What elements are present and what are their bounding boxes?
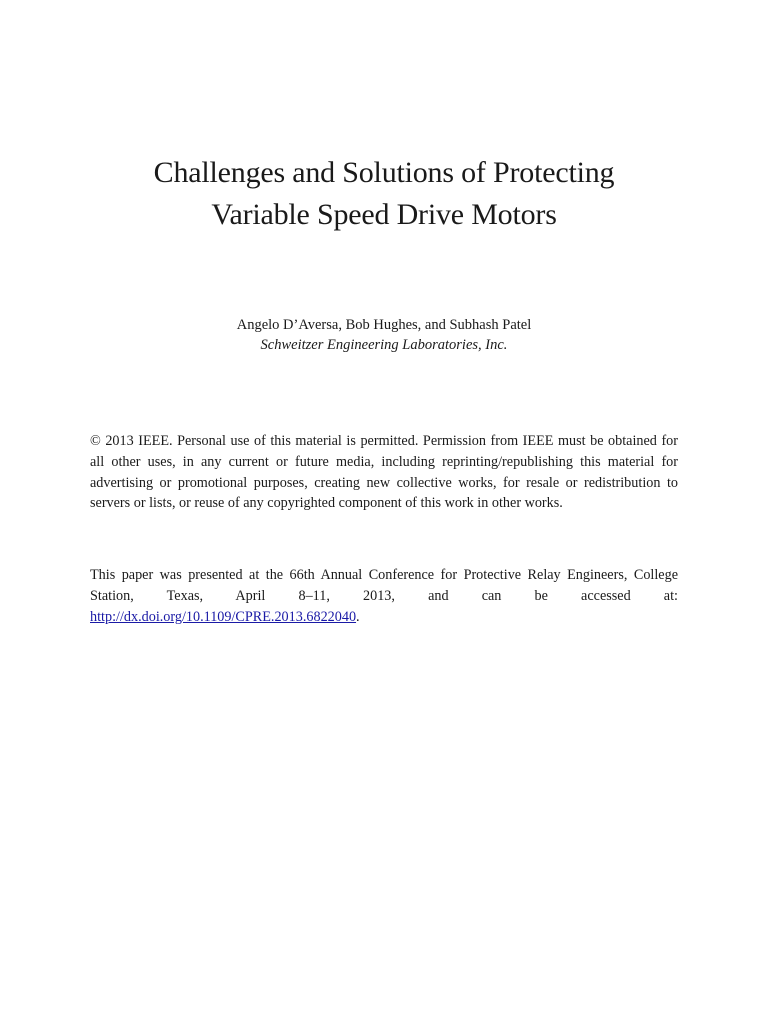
author-affiliation: Schweitzer Engineering Laboratories, Inc. <box>260 337 508 353</box>
author-list: Angelo D’Aversa, Bob Hughes, and Subhash Patel <box>236 317 532 333</box>
presentation-notice-text: This paper was presented at the 66th Annual Conference for Protective Relay Engineers, College Station, Texas, April 8–11, 2013, and can be accessed at: <box>90 567 678 604</box>
paper-title-line-2: Variable Speed Drive Motors <box>211 198 557 231</box>
paper-title-line-1: Challenges and Solutions of Protecting <box>153 156 615 189</box>
presentation-notice-period: . <box>356 608 360 625</box>
copyright-notice: © 2013 IEEE. Personal use of this material is permitted. Permission from IEEE must be obtained for all other uses, in any current or future media, including reprinting/republishing this material for advertising or promotional purposes, creating new collective works, for resale or redistribution to servers or lists, or reuse of any copyrighted component of this work in other works. <box>90 433 678 512</box>
doi-link[interactable]: http://dx.doi.org/10.1109/CPRE.2013.6822040 <box>90 608 357 625</box>
presentation-notice <box>90 565 678 627</box>
paper-title <box>0 152 768 236</box>
